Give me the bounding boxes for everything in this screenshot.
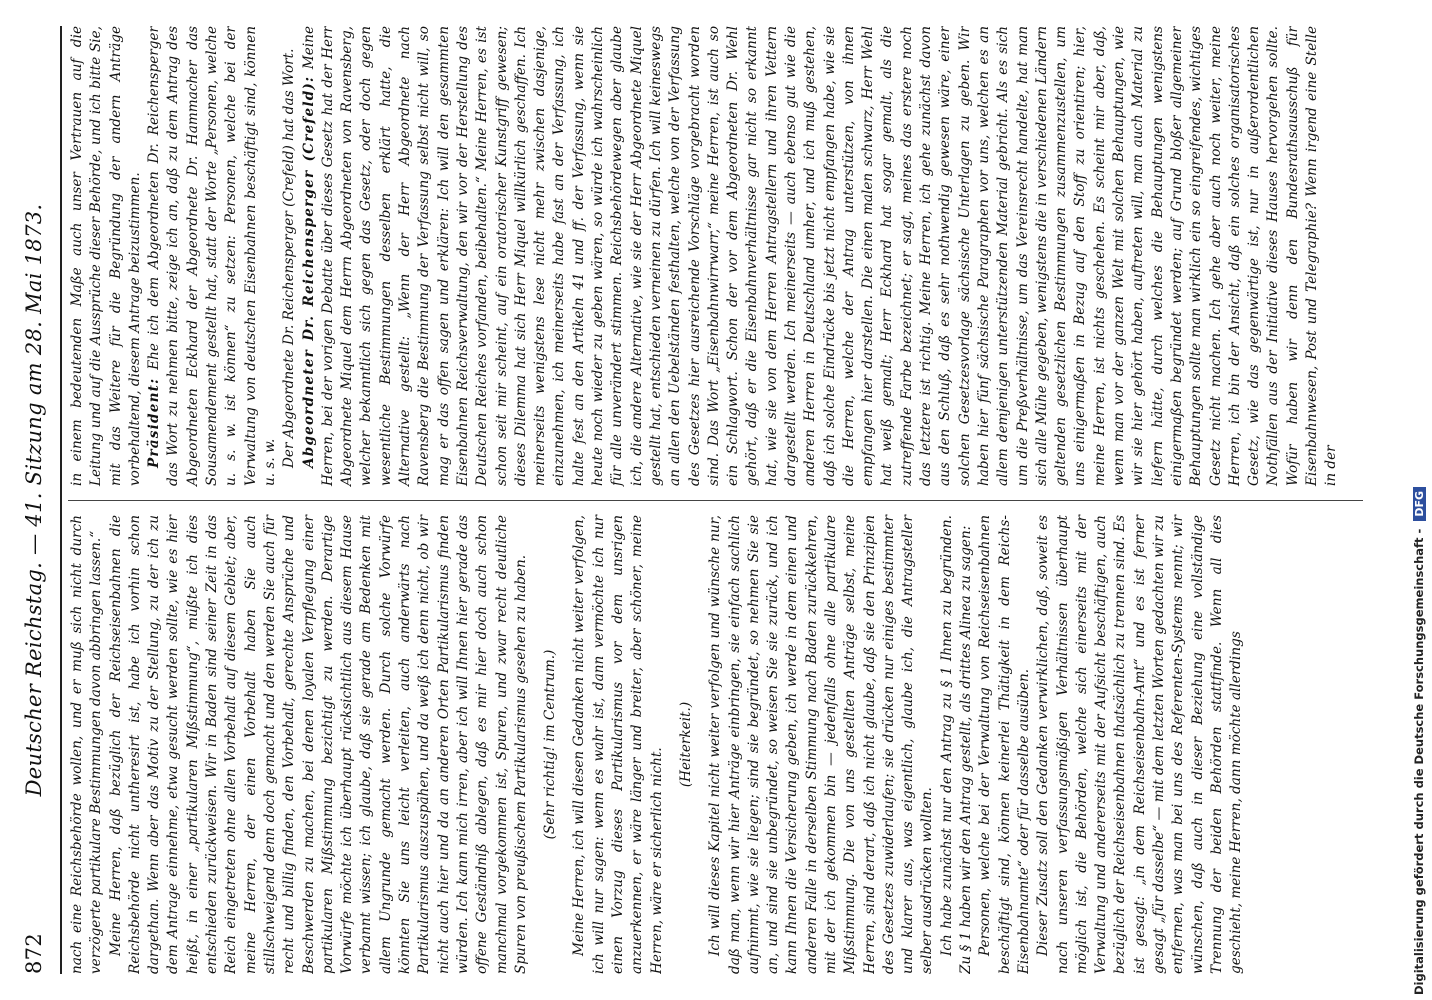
right-column: [68, 26, 1363, 500]
paragraph-text: nach eine Reichsbehörde wollen, und er muß sich nicht durch verzögerte partikulare Bestimmungen davon abbringen lassen.“: [69, 515, 105, 974]
interjection: [541, 515, 560, 974]
paragraph: [280, 26, 299, 486]
paragraph: [300, 26, 1342, 486]
paragraph-text: Dieser Zusatz soll den Gedanken verwirklichen, daß, soweit es nach unseren verfassungsmäßigen Verhältnissen überhaupt möglich ist, die Behörden, welche sich einerseits mit der Verwaltung und andererseits mit der Aufsicht beschäftigen, auch bezüglich der Reichseisenbahnen thatsächlich zu trennen sind. Es ist gesagt: „in dem Reichseisenbahn-Amt“ und es ist ferner gesagt „für dasselbe“ — mit dem letzten Worten gedachten wir zu entfernen, was man bei uns des Referenten-Systems nennt; wir wünschen, daß auch in dieser Beziehung eine vollständige Trennung der beiden Behörden stattfinde. Wenn all dies geschieht, meine Herren, dann möchte allerdings: [1035, 515, 1245, 974]
paragraph-text: Ich habe zunächst nur den Antrag zu § 1 Ihnen zu begründen. Zu § 1 haben wir den Antrag gestellt, als drittes Alinea zu sagen:: [938, 515, 975, 974]
paragraph: [1034, 515, 1246, 974]
paragraph-text: in einem bedeutenden Maße auch unser Vertrauen auf die Leitung und auf die Aussprüche dieser Behörde, und ich bitte Sie, mit das Weitere für die Begründung der andern Anträge vorbehaltend, diesem Antrage beizustimmen.: [69, 26, 143, 486]
paragraph-text: Meine Herren, ich will diesen Gedanken nicht weiter verfolgen, ich will nur sagen: wenn es wahr ist, dann vermöchte ich nur einen Vorzug dieses Partikularismus vor dem unsrigen anzuerkennen, er wäre länger und breiter, aber schöner, meine Herren, wäre er sicherlich nicht.: [571, 515, 665, 974]
paragraph: [706, 515, 938, 974]
paragraph-text: (Heiterkeit.): [677, 701, 694, 788]
stamp-text-wrapper: [1412, 487, 1426, 995]
digitization-stamp: [1406, 0, 1432, 1000]
left-column: [68, 500, 1363, 974]
paragraph: [145, 26, 280, 486]
paragraph-text: (Sehr richtig! im Centrum.): [542, 649, 559, 840]
page-title: Deutscher Reichstag. — 41. Sitzung am 28. Mai 1873.: [22, 203, 46, 797]
paragraph: [570, 515, 666, 974]
paragraph: [938, 515, 977, 974]
paragraph-text: Meine Herren, bei der vorigen Debatte über dieses Gesetz hat der Herr Abgeordnete Miquel dem Herrn Abgeordneten von Ravensberg, welcher bekanntlich sich gegen das Gesetz, oder doch gegen wesentliche Bestimmungen desselben erklärt hatte, die Alternative gestellt: „Wenn der Herr Abgeordnete nach Ravensberg die Bestimmung der Verfassung selbst nicht will, so mag er das offen sagen und erklären: Ich will den gesammten Eisenbahnen Reichsverwaltung, den wir vor der Herstellung des Deutschen Reiches vorfanden, beibehalten.“ Meine Herren, es ist schon seit mir scheint, auf ein oratorischer Kunstgriff gewesen; dieses Dilemma hat sich Herr Miquel willkürlich geschaffen. Ich meinerseits wenigstens lese nicht mehr zwischen dasjenige, einzunehmen, ich meinerseits habe fast an der Verfassung, ich halte fest an den Artikeln 41 und ff. der Verfassung, wenn sie heute noch wieder zu geben wären, so würde ich wahrscheinlich für alle unverändert stimmen. Reichsbehördewegen aber glaube ich, die andere Alternative, wie sie der Herr Abgeordnete Miquel gestellt hat, entschieden verneinen zu dürfen. Ich will keineswegs an allen den Uebelständen festhalten, welche von der Verfassung des Gesetzes hier ausreichende Vorschläge vorgebracht worden sind. Das Wort „Eisenbahnwirrwarr,“ meine Herren, ist auch so ein Schlagwort. Schon der vor dem Abgeordneten Dr. Wehl gehört, daß er die Eisenbahnverhältnisse gar nicht so erkannt hat, wie sie von dem Herren Antragstellern und ihren Vettern dargestellt werden. Ich meinerseits — auch ebenso gut wie die anderen Herren in Deutschland umher, und ich muß gestehen, daß ich solche Eindrücke bis jetzt nicht empfangen habe, wie sie die Herren, welche der Antrag unterstützen, von ihnen empfangen hier darstellen. Die einen malen schwarz, Herr Wehl hat weiß gemalt; Herr Eckhard hat sogar gemalt, als die zutreffende Farbe bezeichnet; er sagt, meines das erstere noch das letztere ist richtig. Meine Herren, ich gehe zunächst davon aus den Schluß, daß es sehr nothwendig gewesen wäre, einer solchen Gesetzesvorlage sächsische Unterlagen zu geben. Wir haben hier fünf sächsische Paragraphen vor uns, welchen es an allem demjenigen unterstützenden Material gebricht. Als es sich um die Preßverhältnisse, um das Vereinsrecht handelte, hat man sich alle Mühe gegeben, wenigstens die in verschiedenen Ländern geltenden gesetzlichen Bestimmungen zusammenzustellen, um uns einigermaßen in Bezug auf den Stoff zu orientiren; hier, meine Herren, ist nichts geschehen. Es scheint mir aber, daß, wenn man vor der ganzen Welt mit solchen Behauptungen, wie wir sie hier gehört haben, auftreten will, man auch Material zu liefern hätte, durch welches die Behauptungen wenigstens einigermaßen begründet werden; auf Grund bloßer allgemeiner Behauptungen sollte man wirklich ein so eingreifendes, wichtiges Gesetz nicht machen. Ich gehe aber auch noch weiter, meine Herren, ich bin der Ansicht, daß ein solches organisatorisches Gesetz, wie das gegenwärtige ist, nur in außerordentlichen Nothfällen aus der Initiative dieses Hauses hervorgehen sollte. Wofür haben wir denn den Bundesrathsausschuß für Eisenbahnwesen, Post und Telegraphie? Wenn irgend eine Stelle in der: [300, 26, 1340, 486]
paragraph-text: Meine Herren, daß bezüglich der Reichseisenbahnen die Reichsbehörde nicht untheresirt ist, habe ich vorhin schon dargethan. Wenn aber das Motiv zu der Stellung, zu der ich zu dem Antrage einnehme, etwa gesucht werden sollte, wie es hier heißt, in einer „partikularen Mißstimmung“, müßte ich dies entschieden zurückweisen. Wir in Baden sind seiner Zeit in das Reich eingetreten ohne allen Vorbehalt auf diesem Gebiet; aber, meine Herren, der einen Vorbehalt haben Sie auch stillschweigend denn doch gemacht und den werden Sie auch für recht und billig finden, den Vorbehalt, gerechte Ansprüche und Beschwerden zu machen, bei denen loyalen Verpflegung einer partikularen Mißstimmung bezichtigt zu werden. Derartige Vorwürfe möchte ich überhaupt rücksichtlich aus diesem Hause verbannt wissen; ich glaube, daß sie gerade am Bedenken mit allem Ungrunde gemacht werden. Durch solche Vorwürfe könnten Sie uns leicht verleiten, auch anderwärts nach Partikularismus auszuspähen, und da weiß ich denn nicht, ob wir nicht auch hier und da an anderen Orten Partikularismus finden würden. Ich kann mich irren, aber ich will Ihnen hier gerade das offene Geständniß ablegen, daß es mir hier doch auch schon manchmal vorgekommen ist, Spuren, und zwar recht deutliche Spuren von preußischem Partikularismus gesehen zu haben.: [107, 515, 529, 974]
paragraph: [107, 515, 532, 974]
paragraph: [976, 515, 1034, 974]
header-rule: [60, 26, 62, 974]
speaker-name: Präsident:: [146, 377, 163, 468]
interjection: [677, 515, 696, 974]
paragraph-text: Personen, welche bei der Verwaltung von Reichseisenbahnen beschäftigt sind, können keinerlei Thätigkeit in dem Reichs-Eisenbahnamte“ oder für dasselbe ausüben.: [977, 515, 1032, 974]
paragraph-text: Der Abgeordnete Dr. Reichensperger (Crefeld) hat das Wort.: [281, 48, 298, 468]
running-head: [22, 26, 58, 974]
paragraph-text: Ich will dieses Kapitel nicht weiter verfolgen und wünsche nur, daß man, wenn wir hier Anträge einbringen, sie einfach sachlich aufnimmt, wie sie liegen; sind sie begründet, so nehmen Sie sie an, und sind sie unbegründet, so weisen Sie sie zurück, und ich kann Ihnen die Versicherung geben, ich werde in dem einen und anderen Falle in derselben Stimmung nach Baden zurückkehren, mit der ich gekommen bin — jedenfalls ohne alle partikulare Mißstimmung. Die von uns gestellten Anträge selbst, meine Herren, sind derart, daß ich nicht glaube, daß sie den Prinzipien des Gesetzes zuwiderlaufen; sie drücken nur einiges bestimmter und klarer aus, was eigentlich, glaube ich, die Antragsteller selber ausdrücken wollten.: [707, 515, 936, 974]
speaker-name: Abgeordneter Dr. Reichensperger (Crefeld):: [300, 75, 317, 468]
dfg-logo: DFG: [1413, 487, 1426, 521]
paragraph: [68, 26, 145, 486]
paragraph-text: Ehe ich dem Abgeordneten Dr. Reichensperger das Wort zu nehmen bitte, zeige ich an, daß zu dem Antrag des Abgeordneten Eckhard der Abgeordnete Dr. Hammacher das Sousamendement gestellt hat, statt der Worte „Personen, welche u. s. w. ist können“ zu setzen: Personen, welche bei der Verwaltung von deutschen Eisenbahnen beschäftigt sind, können u. s. w.: [146, 26, 278, 486]
paragraph: [68, 515, 107, 974]
page-number: 872: [22, 933, 46, 974]
stamp-text: Digitalisierung gefördert durch die Deutsche Forschungsgemeinschaft -: [1412, 528, 1426, 995]
text-columns: [68, 26, 1363, 974]
